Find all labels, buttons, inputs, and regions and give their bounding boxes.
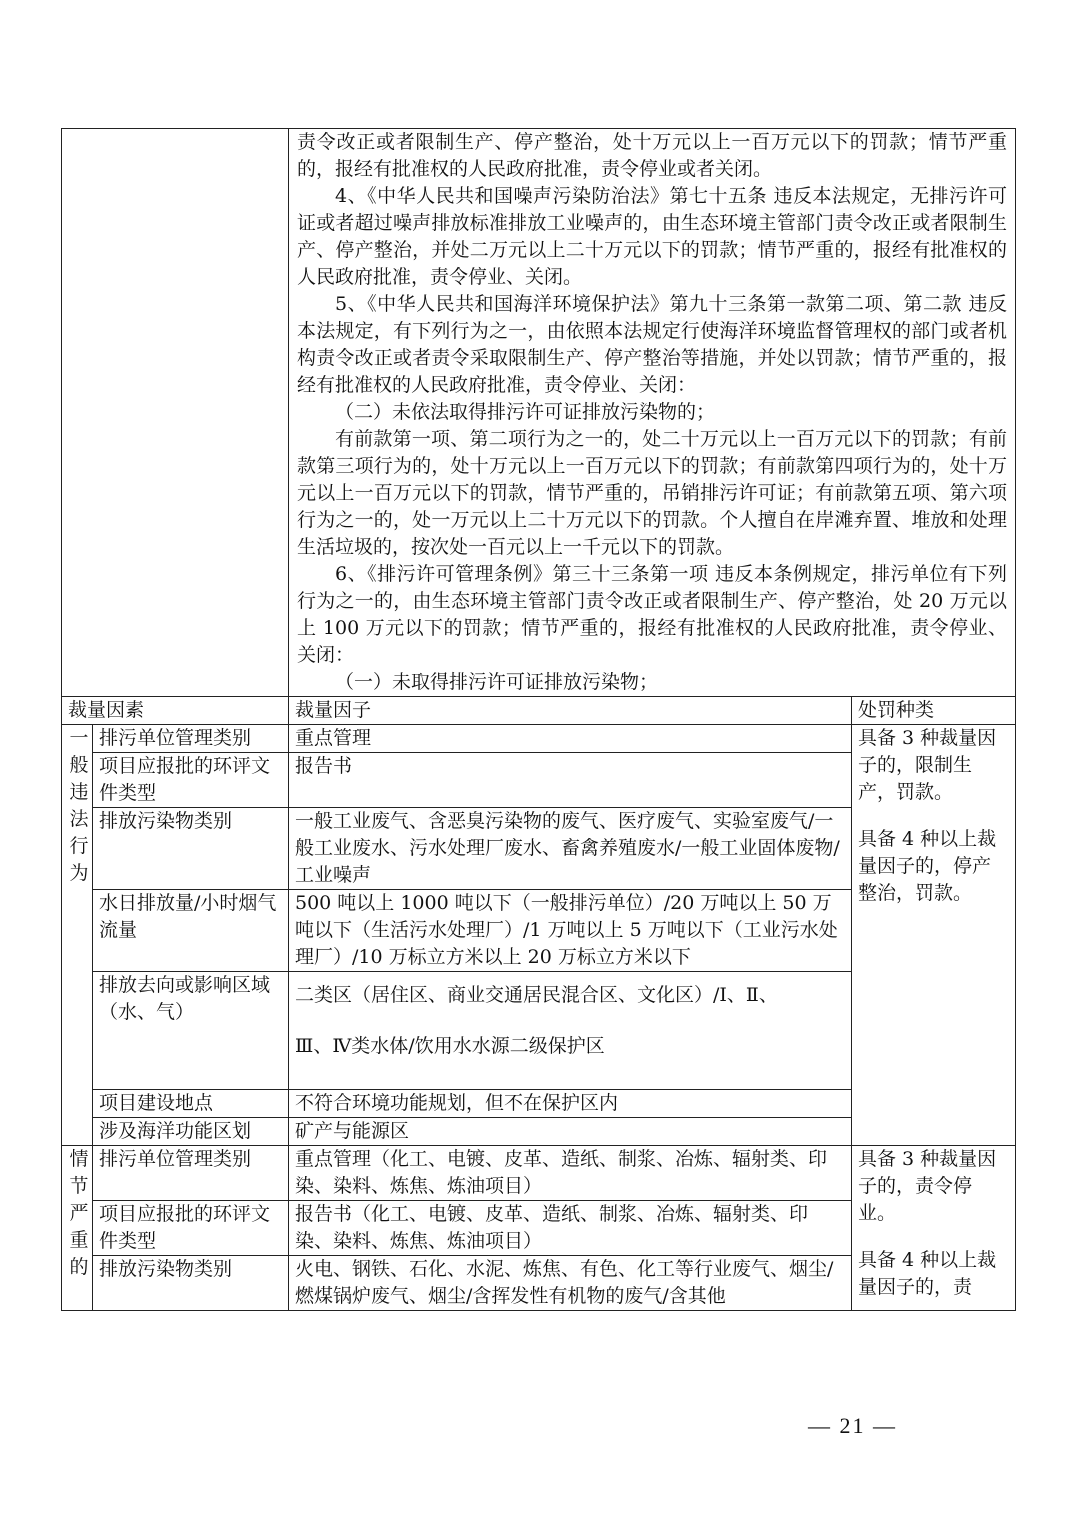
- value-cell: 报告书: [289, 753, 852, 808]
- header-value: 裁量因子: [289, 697, 852, 725]
- serious-penalty-2: 具备 4 种以上裁量因子的，责: [858, 1249, 997, 1298]
- value-cell: 报告书（化工、电镀、皮革、造纸、制浆、冶炼、辐射类、印染、染料、炼焦、炼油项目）: [289, 1201, 852, 1256]
- factor-cell: 排污单位管理类别: [93, 1146, 289, 1201]
- value-line-1: 二类区（居住区、商业交通居民混合区、文化区）/Ⅰ、Ⅱ、: [295, 984, 778, 1006]
- value-cell: 不符合环境功能规划，但不在保护区内: [289, 1090, 852, 1118]
- serious-penalty-cell: [852, 1146, 1016, 1311]
- penalty-discretion-table: [61, 128, 1016, 1311]
- law-text-row: [62, 129, 1016, 697]
- factor-cell: 项目应报批的环评文件类型: [93, 1201, 289, 1256]
- table-row: [62, 725, 1016, 753]
- law-continuation: 责令改正或者限制生产、停产整治，处十万元以上一百万元以下的罚款；情节严重的，报经有批准权的人民政府批准，责令停业或者关闭。: [297, 131, 1008, 180]
- value-cell: [289, 972, 852, 1090]
- law-article-4: 4、《中华人民共和国噪声污染防治法》第七十五条 违反本法规定，无排污许可证或者超过噪声排放标准排放工业噪声的，由生态环境主管部门责令改正或者限制生产、停产整治，并处二万元以上二十万元以下的罚款；情节严重的，报经有批准权的人民政府批准，责令停业、关闭。: [297, 185, 1008, 288]
- law-text-cell: [289, 129, 1016, 697]
- value-cell: 矿产与能源区: [289, 1118, 852, 1146]
- general-penalty-2: 具备 4 种以上裁量因子的，停产整治，罚款。: [858, 828, 997, 904]
- law-article-5-item: （二）未依法取得排污许可证排放污染物的；: [335, 401, 716, 423]
- table-header-row: [62, 697, 1016, 725]
- factor-cell: 排放污染物类别: [93, 1256, 289, 1311]
- factor-cell: 水日排放量/小时烟气流量: [93, 890, 289, 972]
- document-page: [61, 128, 1015, 1311]
- general-penalty-1: 具备 3 种裁量因子的，限制生产，罚款。: [858, 727, 997, 803]
- table-row: [62, 1146, 1016, 1201]
- factor-cell: 排污单位管理类别: [93, 725, 289, 753]
- value-cell: 一般工业废气、含恶臭污染物的废气、医疗废气、实验室废气/一般工业废水、污水处理厂废水、畜禽养殖废水/一般工业固体废物/工业噪声: [289, 808, 852, 890]
- header-penalty: 处罚种类: [852, 697, 1016, 725]
- serious-penalty-1: 具备 3 种裁量因子的，责令停业。: [858, 1148, 997, 1224]
- serious-violation-label: 情节严重的: [62, 1146, 93, 1311]
- law-article-6-item: （一）未取得排污许可证排放污染物；: [335, 671, 659, 693]
- general-violation-label: 一般违法行为: [62, 725, 93, 1146]
- value-line-2: Ⅲ、Ⅳ类水体/饮用水水源二级保护区: [295, 1035, 605, 1057]
- value-cell: 重点管理（化工、电镀、皮革、造纸、制浆、冶炼、辐射类、印染、染料、炼焦、炼油项目）: [289, 1146, 852, 1201]
- value-cell: 重点管理: [289, 725, 852, 753]
- factor-cell: 项目应报批的环评文件类型: [93, 753, 289, 808]
- value-cell: 500 吨以上 1000 吨以下（一般排污单位）/20 万吨以上 50 万吨以下（生活污水处理厂）/1 万吨以上 5 万吨以下（工业污水处理厂）/10 万标立方米以上 20 万标立方米以下: [289, 890, 852, 972]
- law-article-5: 5、《中华人民共和国海洋环境保护法》第九十三条第一款第二项、第二款 违反本法规定，有下列行为之一，由依照本法规定行使海洋环境监督管理权的部门或者机构责令改正或者责令采取限制生产、停产整治等措施，并处以罚款；情节严重的，报经有批准权的人民政府批准，责令停业、关闭：: [297, 293, 1008, 396]
- factor-cell: 排放污染物类别: [93, 808, 289, 890]
- factor-cell: 排放去向或影响区域（水、气）: [93, 972, 289, 1090]
- law-article-5-penalty: 有前款第一项、第二项行为之一的，处二十万元以上一百万元以下的罚款；有前款第三项行为的，处十万元以上一百万元以下的罚款；有前款第四项行为的，处十万元以上一百万元以下的罚款，情节严重的，吊销排污许可证；有前款第五项、第六项行为之一的，处一万元以上二十万元以下的罚款。个人擅自在岸滩弃置、堆放和处理生活垃圾的，按次处一百元以上一千元以下的罚款。: [297, 428, 1008, 558]
- header-factor: 裁量因素: [62, 697, 289, 725]
- law-article-6: 6、《排污许可管理条例》第三十三条第一项 违反本条例规定，排污单位有下列行为之一的，由生态环境主管部门责令改正或者限制生产、停产整治，处 20 万元以上 100 万元以下的罚款；情节严重的，报经有批准权的人民政府批准，责令停业、关闭：: [297, 563, 1008, 666]
- factor-cell: 项目建设地点: [93, 1090, 289, 1118]
- page-number: — 21 —: [808, 1413, 897, 1438]
- general-penalty-cell: [852, 725, 1016, 1146]
- empty-cell: [62, 129, 289, 697]
- factor-cell: 涉及海洋功能区划: [93, 1118, 289, 1146]
- value-cell: 火电、钢铁、石化、水泥、炼焦、有色、化工等行业废气、烟尘/燃煤锅炉废气、烟尘/含挥发性有机物的废气/含其他: [289, 1256, 852, 1311]
